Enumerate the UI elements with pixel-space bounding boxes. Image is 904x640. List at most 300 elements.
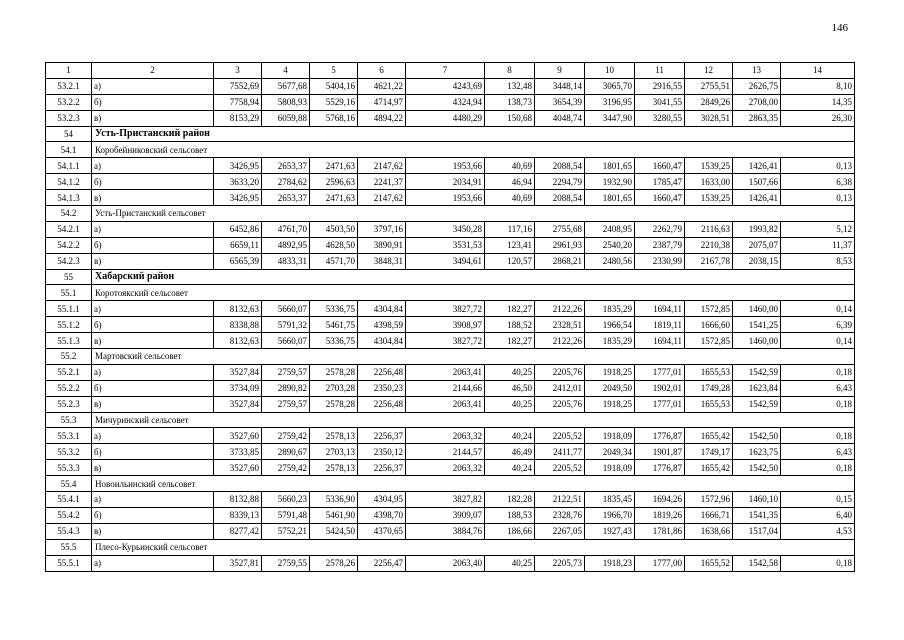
- value-cell: 3531,53: [406, 237, 485, 253]
- value-cell: 1655,52: [685, 555, 733, 571]
- column-header: 7: [406, 63, 485, 79]
- value-cell: 3426,95: [214, 190, 262, 206]
- value-cell: 1655,42: [685, 428, 733, 444]
- table-row: [46, 317, 855, 333]
- value-cell: 46,49: [485, 444, 535, 460]
- value-cell: 8153,29: [214, 110, 262, 126]
- value-cell: 0,18: [781, 396, 855, 412]
- value-cell: 3909,07: [406, 507, 485, 523]
- table-row: [46, 428, 855, 444]
- value-cell: 2256,48: [358, 364, 406, 380]
- value-cell: 46,50: [485, 380, 535, 396]
- value-cell: 3527,84: [214, 364, 262, 380]
- value-cell: 3908,97: [406, 317, 485, 333]
- value-cell: 40,24: [485, 460, 535, 476]
- row-option: а): [92, 301, 214, 317]
- section-code: 55.1: [46, 285, 92, 301]
- table-row: [46, 78, 855, 94]
- row-option: б): [92, 444, 214, 460]
- table-row: [46, 221, 855, 237]
- value-cell: 3890,91: [358, 237, 406, 253]
- value-cell: 5424,50: [310, 523, 358, 539]
- value-cell: 7758,94: [214, 94, 262, 110]
- value-cell: 8338,88: [214, 317, 262, 333]
- value-cell: 4304,84: [358, 333, 406, 349]
- value-cell: 46,94: [485, 174, 535, 190]
- section-code: 55: [46, 269, 92, 285]
- council-row: [46, 476, 855, 492]
- value-cell: 4480,29: [406, 110, 485, 126]
- table-row: [46, 333, 855, 349]
- council-row: [46, 539, 855, 555]
- value-cell: 2063,32: [406, 428, 485, 444]
- value-cell: 4,53: [781, 523, 855, 539]
- value-cell: 5529,16: [310, 94, 358, 110]
- value-cell: 0,18: [781, 460, 855, 476]
- council-row: [46, 412, 855, 428]
- council-row: [46, 285, 855, 301]
- value-cell: 2328,51: [535, 317, 585, 333]
- value-cell: 2411,77: [535, 444, 585, 460]
- table-row: [46, 523, 855, 539]
- value-cell: 5404,16: [310, 78, 358, 94]
- value-cell: 5791,32: [262, 317, 310, 333]
- value-cell: 0,18: [781, 364, 855, 380]
- value-cell: 188,53: [485, 507, 535, 523]
- value-cell: 1835,29: [585, 301, 635, 317]
- row-option: а): [92, 158, 214, 174]
- value-cell: 2049,50: [585, 380, 635, 396]
- value-cell: 2626,75: [733, 78, 781, 94]
- value-cell: 3196,95: [585, 94, 635, 110]
- value-cell: 1801,65: [585, 190, 635, 206]
- value-cell: 6,43: [781, 380, 855, 396]
- column-header: 12: [685, 63, 733, 79]
- value-cell: 3065,70: [585, 78, 635, 94]
- value-cell: 1666,71: [685, 507, 733, 523]
- row-option: а): [92, 428, 214, 444]
- value-cell: 26,30: [781, 110, 855, 126]
- value-cell: 5677,68: [262, 78, 310, 94]
- value-cell: 5336,75: [310, 301, 358, 317]
- row-code: 55.4.2: [46, 507, 92, 523]
- value-cell: 1918,23: [585, 555, 635, 571]
- value-cell: 1539,25: [685, 158, 733, 174]
- value-cell: 2063,40: [406, 555, 485, 571]
- value-cell: 1781,86: [635, 523, 685, 539]
- value-cell: 1835,45: [585, 492, 635, 508]
- value-cell: 1918,25: [585, 364, 635, 380]
- value-cell: 2578,26: [310, 555, 358, 571]
- value-cell: 3448,14: [535, 78, 585, 94]
- value-cell: 1541,35: [733, 507, 781, 523]
- value-cell: 2205,76: [535, 364, 585, 380]
- row-code: 54.1.2: [46, 174, 92, 190]
- tariff-table: [45, 62, 855, 572]
- table-row: [46, 110, 855, 126]
- value-cell: 2890,67: [262, 444, 310, 460]
- section-code: 54: [46, 126, 92, 142]
- value-cell: 4761,70: [262, 221, 310, 237]
- table-row: [46, 158, 855, 174]
- value-cell: 2144,57: [406, 444, 485, 460]
- value-cell: 1542,59: [733, 396, 781, 412]
- value-cell: 4892,95: [262, 237, 310, 253]
- value-cell: 5808,93: [262, 94, 310, 110]
- value-cell: 2267,05: [535, 523, 585, 539]
- value-cell: 4370,65: [358, 523, 406, 539]
- value-cell: 8132,63: [214, 333, 262, 349]
- value-cell: 1542,50: [733, 460, 781, 476]
- value-cell: 40,25: [485, 364, 535, 380]
- value-cell: 4621,22: [358, 78, 406, 94]
- row-option: в): [92, 460, 214, 476]
- district-name: Хабарский район: [92, 269, 855, 285]
- value-cell: 5768,16: [310, 110, 358, 126]
- value-cell: 4503,50: [310, 221, 358, 237]
- value-cell: 2578,28: [310, 364, 358, 380]
- row-code: 54.2.2: [46, 237, 92, 253]
- value-cell: 3827,82: [406, 492, 485, 508]
- value-cell: 2759,42: [262, 428, 310, 444]
- value-cell: 1541,25: [733, 317, 781, 333]
- value-cell: 2122,26: [535, 301, 585, 317]
- value-cell: 117,16: [485, 221, 535, 237]
- value-cell: 11,37: [781, 237, 855, 253]
- value-cell: 1572,85: [685, 333, 733, 349]
- value-cell: 2759,57: [262, 396, 310, 412]
- row-option: в): [92, 396, 214, 412]
- value-cell: 1660,47: [635, 158, 685, 174]
- value-cell: 1655,42: [685, 460, 733, 476]
- value-cell: 1572,85: [685, 301, 733, 317]
- row-code: 55.1.3: [46, 333, 92, 349]
- value-cell: 2480,56: [585, 253, 635, 269]
- value-cell: 2708,00: [733, 94, 781, 110]
- table-row: [46, 492, 855, 508]
- section-code: 55.2: [46, 349, 92, 365]
- value-cell: 1966,54: [585, 317, 635, 333]
- council-name: Плесо-Курьинский сельсовет: [92, 539, 855, 555]
- value-cell: 2088,54: [535, 190, 585, 206]
- table-row: [46, 237, 855, 253]
- value-cell: 2653,37: [262, 190, 310, 206]
- council-name: Усть-Пристанский сельсовет: [92, 206, 855, 222]
- table-row: [46, 364, 855, 380]
- value-cell: 4398,70: [358, 507, 406, 523]
- value-cell: 1542,59: [733, 364, 781, 380]
- value-cell: 3494,61: [406, 253, 485, 269]
- value-cell: 1835,29: [585, 333, 635, 349]
- section-code: 54.2: [46, 206, 92, 222]
- row-code: 54.1.3: [46, 190, 92, 206]
- value-cell: 2330,99: [635, 253, 685, 269]
- value-cell: 1777,00: [635, 555, 685, 571]
- value-cell: 2256,48: [358, 396, 406, 412]
- column-header: 8: [485, 63, 535, 79]
- row-code: 54.1.1: [46, 158, 92, 174]
- value-cell: 3527,60: [214, 460, 262, 476]
- value-cell: 2540,20: [585, 237, 635, 253]
- value-cell: 0,14: [781, 301, 855, 317]
- value-cell: 1749,28: [685, 380, 733, 396]
- value-cell: 2205,76: [535, 396, 585, 412]
- column-header: 5: [310, 63, 358, 79]
- row-code: 55.5.1: [46, 555, 92, 571]
- value-cell: 5,12: [781, 221, 855, 237]
- value-cell: 1777,01: [635, 396, 685, 412]
- value-cell: 2755,68: [535, 221, 585, 237]
- value-cell: 2703,28: [310, 380, 358, 396]
- value-cell: 6,40: [781, 507, 855, 523]
- value-cell: 3041,55: [635, 94, 685, 110]
- table-row: [46, 507, 855, 523]
- value-cell: 1785,47: [635, 174, 685, 190]
- value-cell: 1542,50: [733, 428, 781, 444]
- value-cell: 3797,16: [358, 221, 406, 237]
- value-cell: 3827,72: [406, 301, 485, 317]
- value-cell: 6565,39: [214, 253, 262, 269]
- value-cell: 7552,69: [214, 78, 262, 94]
- value-cell: 2578,13: [310, 428, 358, 444]
- value-cell: 3734,09: [214, 380, 262, 396]
- row-option: б): [92, 94, 214, 110]
- value-cell: 4833,31: [262, 253, 310, 269]
- value-cell: 0,18: [781, 555, 855, 571]
- value-cell: 2759,57: [262, 364, 310, 380]
- value-cell: 1918,09: [585, 428, 635, 444]
- value-cell: 2350,23: [358, 380, 406, 396]
- value-cell: 2578,28: [310, 396, 358, 412]
- value-cell: 1694,11: [635, 333, 685, 349]
- row-option: а): [92, 555, 214, 571]
- table-row: [46, 555, 855, 571]
- section-code: 55.4: [46, 476, 92, 492]
- value-cell: 1993,82: [733, 221, 781, 237]
- value-cell: 1623,75: [733, 444, 781, 460]
- row-code: 55.4.3: [46, 523, 92, 539]
- value-cell: 6,43: [781, 444, 855, 460]
- value-cell: 2596,63: [310, 174, 358, 190]
- value-cell: 2210,38: [685, 237, 733, 253]
- value-cell: 1953,66: [406, 158, 485, 174]
- row-option: а): [92, 221, 214, 237]
- row-option: б): [92, 507, 214, 523]
- value-cell: 2759,42: [262, 460, 310, 476]
- row-code: 55.2.3: [46, 396, 92, 412]
- value-cell: 0,13: [781, 158, 855, 174]
- value-cell: 40,69: [485, 158, 535, 174]
- table-header-row: [46, 63, 855, 79]
- value-cell: 2916,55: [635, 78, 685, 94]
- row-option: б): [92, 174, 214, 190]
- value-cell: 3450,28: [406, 221, 485, 237]
- value-cell: 3527,60: [214, 428, 262, 444]
- row-option: а): [92, 492, 214, 508]
- value-cell: 0,18: [781, 428, 855, 444]
- value-cell: 6452,86: [214, 221, 262, 237]
- value-cell: 2205,52: [535, 460, 585, 476]
- value-cell: 5660,07: [262, 333, 310, 349]
- value-cell: 2784,62: [262, 174, 310, 190]
- council-row: [46, 206, 855, 222]
- value-cell: 8,10: [781, 78, 855, 94]
- value-cell: 4398,59: [358, 317, 406, 333]
- value-cell: 40,25: [485, 396, 535, 412]
- value-cell: 2063,41: [406, 364, 485, 380]
- value-cell: 1655,53: [685, 364, 733, 380]
- row-option: б): [92, 237, 214, 253]
- value-cell: 0,15: [781, 492, 855, 508]
- value-cell: 1638,66: [685, 523, 733, 539]
- row-code: 54.2.1: [46, 221, 92, 237]
- value-cell: 1966,70: [585, 507, 635, 523]
- value-cell: 182,27: [485, 333, 535, 349]
- value-cell: 2849,26: [685, 94, 733, 110]
- value-cell: 4628,50: [310, 237, 358, 253]
- value-cell: 1633,00: [685, 174, 733, 190]
- value-cell: 3654,39: [535, 94, 585, 110]
- value-cell: 8277,42: [214, 523, 262, 539]
- value-cell: 2116,63: [685, 221, 733, 237]
- value-cell: 132,48: [485, 78, 535, 94]
- value-cell: 1902,01: [635, 380, 685, 396]
- row-code: 55.2.1: [46, 364, 92, 380]
- value-cell: 3827,72: [406, 333, 485, 349]
- column-header: 13: [733, 63, 781, 79]
- value-cell: 40,24: [485, 428, 535, 444]
- value-cell: 1460,00: [733, 301, 781, 317]
- district-row: [46, 269, 855, 285]
- value-cell: 0,14: [781, 333, 855, 349]
- row-code: 53.2.1: [46, 78, 92, 94]
- value-cell: 2205,52: [535, 428, 585, 444]
- row-option: в): [92, 523, 214, 539]
- value-cell: 2868,21: [535, 253, 585, 269]
- value-cell: 14,35: [781, 94, 855, 110]
- value-cell: 188,52: [485, 317, 535, 333]
- value-cell: 2122,26: [535, 333, 585, 349]
- table-row: [46, 444, 855, 460]
- value-cell: 3426,95: [214, 158, 262, 174]
- column-header: 3: [214, 63, 262, 79]
- column-header: 10: [585, 63, 635, 79]
- council-name: Мичуринский сельсовет: [92, 412, 855, 428]
- row-option: в): [92, 190, 214, 206]
- section-code: 54.1: [46, 142, 92, 158]
- table-row: [46, 190, 855, 206]
- value-cell: 2759,55: [262, 555, 310, 571]
- value-cell: 1542,58: [733, 555, 781, 571]
- value-cell: 3028,51: [685, 110, 733, 126]
- value-cell: 2350,12: [358, 444, 406, 460]
- row-option: а): [92, 78, 214, 94]
- value-cell: 1776,87: [635, 460, 685, 476]
- value-cell: 2961,93: [535, 237, 585, 253]
- value-cell: 1749,17: [685, 444, 733, 460]
- value-cell: 2088,54: [535, 158, 585, 174]
- value-cell: 4304,84: [358, 301, 406, 317]
- table-row: [46, 253, 855, 269]
- value-cell: 1953,66: [406, 190, 485, 206]
- value-cell: 2147,62: [358, 190, 406, 206]
- row-code: 55.1.2: [46, 317, 92, 333]
- value-cell: 2578,13: [310, 460, 358, 476]
- value-cell: 6,38: [781, 174, 855, 190]
- value-cell: 2471,63: [310, 158, 358, 174]
- value-cell: 2205,73: [535, 555, 585, 571]
- value-cell: 1507,66: [733, 174, 781, 190]
- district-row: [46, 126, 855, 142]
- value-cell: 4243,69: [406, 78, 485, 94]
- value-cell: 8132,63: [214, 301, 262, 317]
- value-cell: 2863,35: [733, 110, 781, 126]
- value-cell: 120,57: [485, 253, 535, 269]
- row-code: 53.2.2: [46, 94, 92, 110]
- row-code: 55.3.3: [46, 460, 92, 476]
- value-cell: 5336,90: [310, 492, 358, 508]
- value-cell: 5336,75: [310, 333, 358, 349]
- council-name: Коротоякский сельсовет: [92, 285, 855, 301]
- value-cell: 1460,00: [733, 333, 781, 349]
- row-option: в): [92, 110, 214, 126]
- value-cell: 8132,88: [214, 492, 262, 508]
- value-cell: 2408,95: [585, 221, 635, 237]
- row-code: 55.4.1: [46, 492, 92, 508]
- value-cell: 182,27: [485, 301, 535, 317]
- value-cell: 1660,47: [635, 190, 685, 206]
- row-code: 55.3.1: [46, 428, 92, 444]
- value-cell: 1572,96: [685, 492, 733, 508]
- value-cell: 3633,20: [214, 174, 262, 190]
- value-cell: 1819,26: [635, 507, 685, 523]
- value-cell: 1776,87: [635, 428, 685, 444]
- value-cell: 2703,13: [310, 444, 358, 460]
- column-header: 11: [635, 63, 685, 79]
- value-cell: 4714,97: [358, 94, 406, 110]
- value-cell: 4324,94: [406, 94, 485, 110]
- value-cell: 2063,32: [406, 460, 485, 476]
- value-cell: 2122,51: [535, 492, 585, 508]
- row-option: а): [92, 364, 214, 380]
- section-code: 55.5: [46, 539, 92, 555]
- value-cell: 6,39: [781, 317, 855, 333]
- value-cell: 2471,63: [310, 190, 358, 206]
- row-option: в): [92, 253, 214, 269]
- value-cell: 1801,65: [585, 158, 635, 174]
- value-cell: 2387,79: [635, 237, 685, 253]
- table-row: [46, 174, 855, 190]
- value-cell: 5791,48: [262, 507, 310, 523]
- column-header: 1: [46, 63, 92, 79]
- value-cell: 4048,74: [535, 110, 585, 126]
- row-code: 55.1.1: [46, 301, 92, 317]
- council-name: Новоильинский сельсовет: [92, 476, 855, 492]
- value-cell: 2653,37: [262, 158, 310, 174]
- value-cell: 6059,88: [262, 110, 310, 126]
- value-cell: 2167,78: [685, 253, 733, 269]
- value-cell: 1777,01: [635, 364, 685, 380]
- column-header: 2: [92, 63, 214, 79]
- value-cell: 2755,51: [685, 78, 733, 94]
- council-row: [46, 142, 855, 158]
- value-cell: 1426,41: [733, 190, 781, 206]
- value-cell: 138,73: [485, 94, 535, 110]
- value-cell: 1918,25: [585, 396, 635, 412]
- value-cell: 1666,60: [685, 317, 733, 333]
- value-cell: 1918,09: [585, 460, 635, 476]
- value-cell: 3527,84: [214, 396, 262, 412]
